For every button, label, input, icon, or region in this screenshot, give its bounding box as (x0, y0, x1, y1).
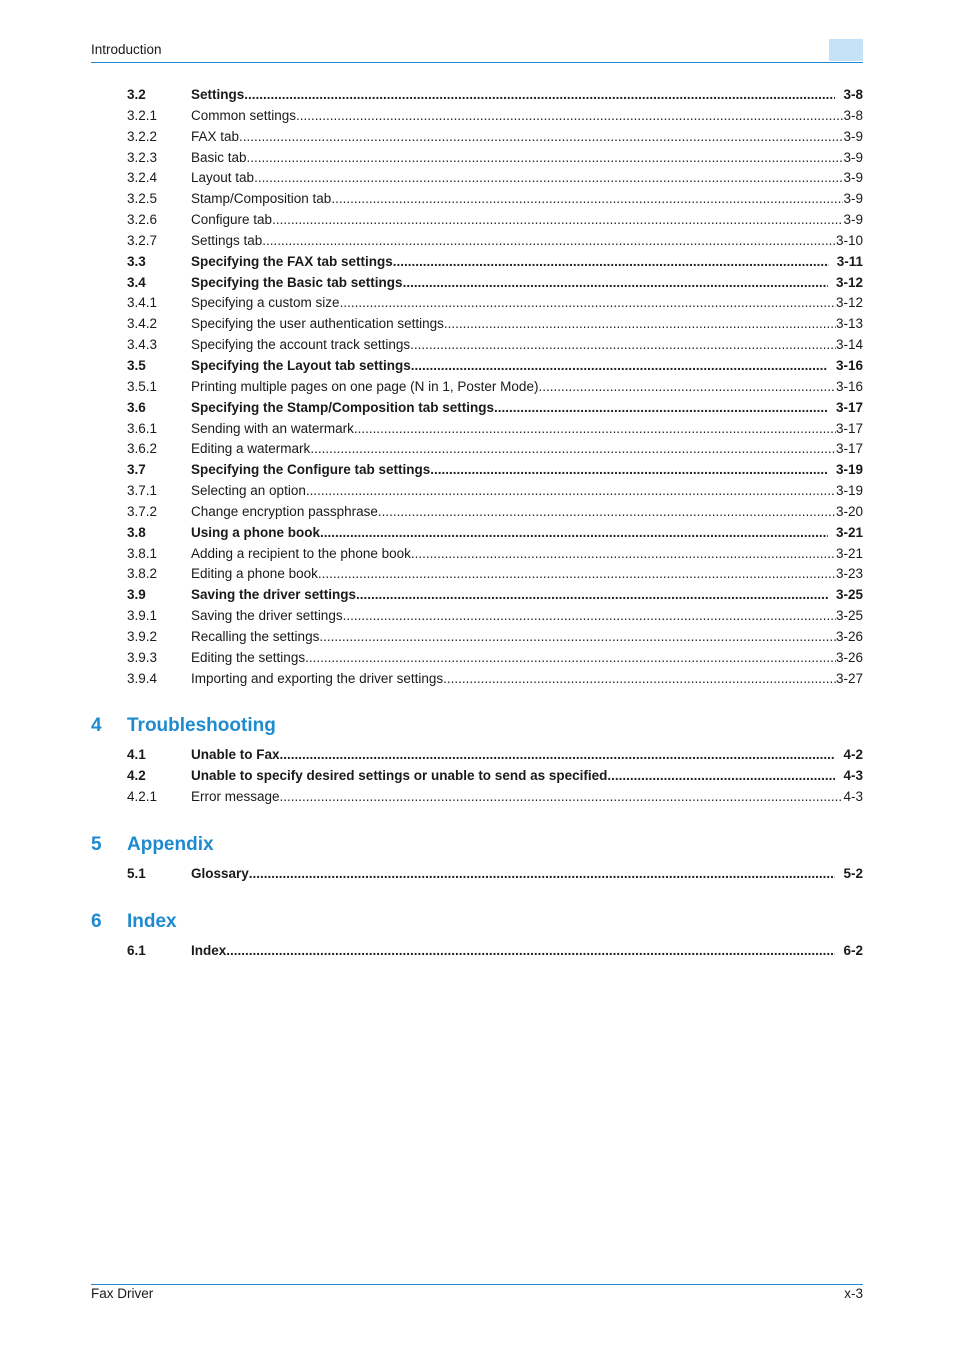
toc-dot-leader (393, 252, 829, 273)
toc-entry[interactable] (127, 85, 863, 106)
toc-entry-number: 4.2.1 (127, 788, 158, 804)
toc-dot-leader (378, 502, 836, 523)
toc-entry[interactable] (127, 252, 863, 273)
chapter-number: 5 (91, 834, 102, 855)
toc-dot-leader (319, 627, 836, 648)
toc-entry-number: 3.2.4 (127, 170, 158, 186)
toc-entry-title: Specifying a custom size (191, 295, 340, 311)
toc-dot-leader (444, 314, 836, 335)
toc-entry-number: 5.1 (127, 866, 146, 881)
toc-entry-number: 4.2 (127, 767, 146, 783)
toc-dot-leader (262, 231, 836, 252)
toc-entry[interactable] (127, 356, 863, 377)
toc-dot-leader (343, 606, 836, 627)
toc-entry-title: Sending with an watermark (191, 420, 354, 436)
toc-dot-leader (411, 356, 828, 377)
toc-entry[interactable] (127, 745, 863, 766)
toc-entry[interactable] (127, 189, 863, 210)
toc-entry-number: 3.8.1 (127, 545, 158, 561)
toc-dot-leader (430, 460, 828, 481)
header-rule (91, 62, 863, 63)
chapter-title: Appendix (127, 834, 214, 855)
toc-entry-title: Editing the settings (191, 649, 306, 665)
toc-chapter-4 (127, 745, 863, 808)
chapter-title: Index (127, 911, 177, 932)
toc-entry-number: 3.9.2 (127, 628, 158, 644)
chapter-number: 4 (91, 715, 102, 736)
toc-dot-leader (607, 766, 835, 787)
toc-dot-leader (320, 523, 828, 544)
toc-entry[interactable] (127, 273, 863, 294)
toc-entry-page: 3-25 (835, 587, 863, 603)
toc-entry-number: 3.2.1 (127, 107, 158, 123)
toc-dot-leader (306, 481, 836, 502)
toc-entry-page: 3-9 (843, 170, 863, 186)
toc-entry-number: 3.2.2 (127, 128, 158, 144)
toc-dot-leader (340, 293, 836, 314)
toc-entry-page: 3-20 (835, 503, 863, 519)
toc-entry[interactable] (127, 502, 863, 523)
chapter-heading-5 (91, 834, 214, 856)
toc-entry[interactable] (127, 210, 863, 231)
toc-dot-leader (494, 398, 828, 419)
toc-entry-page: 3-8 (843, 87, 863, 102)
toc-dot-leader (249, 864, 836, 885)
chapter-number: 6 (91, 911, 102, 932)
toc-entry-number: 3.8.2 (127, 566, 158, 582)
running-header-title: Introduction (91, 42, 162, 57)
toc-entry-page: 3-17 (835, 420, 863, 436)
toc-entry[interactable] (127, 787, 863, 808)
toc-entry-number: 3.4.1 (127, 295, 158, 311)
toc-entry-title: Basic tab (191, 149, 247, 165)
chapter-title: Troubleshooting (127, 715, 276, 736)
toc-chapter-6 (127, 941, 863, 962)
toc-entry-title: Specifying the user authentication settings (191, 316, 444, 332)
toc-entry-page: 3-9 (843, 149, 863, 165)
toc-entry-number: 3.4.2 (127, 316, 158, 332)
toc-entry[interactable] (127, 864, 863, 885)
toc-entry-number: 3.2.3 (127, 149, 158, 165)
toc-entry[interactable] (127, 127, 863, 148)
toc-entry-title: Saving the driver settings (191, 587, 357, 603)
toc-entry[interactable] (127, 293, 863, 314)
toc-entry-number: 3.7.1 (127, 483, 158, 499)
toc-entry-title: Glossary (191, 866, 249, 881)
toc-dot-leader (244, 85, 835, 106)
toc-dot-leader (247, 148, 844, 169)
toc-entry-number: 3.8 (127, 524, 146, 540)
toc-entry-page: 3-9 (843, 191, 863, 207)
toc-entry[interactable] (127, 460, 863, 481)
toc-entry-title: Specifying the account track settings (191, 337, 411, 353)
toc-entry-page: 3-9 (843, 212, 863, 228)
toc-entry-title: Editing a watermark (191, 441, 311, 457)
toc-entry[interactable] (127, 766, 863, 787)
toc-entry[interactable] (127, 106, 863, 127)
toc-entry-page: 3-23 (835, 566, 863, 582)
toc-entry[interactable] (127, 585, 863, 606)
footer-rule (91, 1284, 863, 1285)
toc-chapter-5 (127, 864, 863, 885)
toc-entry-page: 3-10 (835, 232, 863, 248)
toc-entry-title: Using a phone book (191, 524, 321, 540)
toc-entry[interactable] (127, 314, 863, 335)
toc-dot-leader (310, 439, 836, 460)
toc-entry[interactable] (127, 148, 863, 169)
toc-dot-leader (403, 273, 828, 294)
toc-entry-number: 3.4 (127, 274, 146, 290)
toc-entry-title: Recalling the settings (191, 628, 320, 644)
toc-entry[interactable] (127, 544, 863, 565)
toc-entry-page: 4-3 (843, 767, 863, 783)
toc-entry-title: Specifying the FAX tab settings (191, 253, 393, 269)
header-accent-box (829, 39, 863, 61)
toc-entry-title: Common settings (191, 107, 297, 123)
toc-entry-page: 3-25 (835, 608, 863, 624)
toc-dot-leader (443, 669, 836, 690)
toc-entry-title: Editing a phone book (191, 566, 318, 582)
chapter-heading-6 (91, 911, 177, 933)
toc-dot-leader (538, 377, 836, 398)
toc-dot-leader (254, 168, 843, 189)
toc-dot-leader (318, 564, 836, 585)
toc-entry-title: Specifying the Basic tab settings (191, 274, 403, 290)
toc-entry-page: 3-17 (835, 441, 863, 457)
toc-entry-page: 3-26 (835, 649, 863, 665)
toc-entry-page: 3-16 (835, 357, 863, 373)
toc-entry-page: 3-19 (835, 483, 863, 499)
toc-entry-number: 4.1 (127, 747, 146, 762)
toc-entry-page: 3-17 (835, 399, 863, 415)
toc-entry[interactable] (127, 168, 863, 189)
toc-entry-number: 3.5 (127, 357, 146, 373)
toc-entry-number: 3.9.4 (127, 670, 158, 686)
toc-entry-page: 3-9 (843, 128, 863, 144)
toc-dot-leader (272, 210, 843, 231)
toc-entry[interactable] (127, 627, 863, 648)
toc-entry-page: 3-16 (835, 378, 863, 394)
toc-entry-page: 3-13 (835, 316, 863, 332)
toc-entry[interactable] (127, 669, 863, 690)
toc-entry[interactable] (127, 523, 863, 544)
toc-entry[interactable] (127, 398, 863, 419)
toc-entry-title: Settings tab (191, 232, 263, 248)
toc-entry-number: 3.7 (127, 462, 146, 478)
toc-entry-number: 3.6 (127, 399, 146, 415)
toc-entry-page: 3-27 (835, 670, 863, 686)
toc-entry-title: Change encryption passphrase (191, 503, 378, 519)
toc-entry-title: Error message (191, 788, 280, 804)
toc-entry-page: 4-2 (843, 747, 863, 762)
toc-entry[interactable] (127, 941, 863, 962)
toc-entry[interactable] (127, 419, 863, 440)
toc-entry-number: 3.6.1 (127, 420, 158, 436)
toc-entry-title: Selecting an option (191, 483, 306, 499)
toc-dot-leader (280, 745, 836, 766)
toc-entry-page: 3-26 (835, 628, 863, 644)
toc-entry-page: 4-3 (843, 788, 863, 804)
toc-entry-title: Importing and exporting the driver settings (191, 670, 444, 686)
toc-entry[interactable] (127, 439, 863, 460)
toc-dot-leader (411, 544, 836, 565)
toc-dot-leader (296, 106, 843, 127)
toc-entry-number: 3.5.1 (127, 378, 158, 394)
toc-entry-title: Layout tab (191, 170, 255, 186)
toc-entry-title: Specifying the Layout tab settings (191, 357, 411, 373)
toc-entry-number: 3.9.3 (127, 649, 158, 665)
toc-entry-number: 3.3 (127, 253, 146, 269)
footer-document-title: Fax Driver (91, 1286, 154, 1301)
toc-entry-page: 3-21 (835, 524, 863, 540)
toc-entry-page: 3-14 (835, 337, 863, 353)
toc-dot-leader (280, 787, 844, 808)
toc-entry[interactable] (127, 648, 863, 669)
toc-entry-number: 3.9.1 (127, 608, 158, 624)
toc-entry-title: Unable to Fax (191, 747, 280, 762)
toc-entry[interactable] (127, 481, 863, 502)
toc-section-3 (127, 85, 863, 689)
toc-entry[interactable] (127, 564, 863, 585)
toc-entry-title: Specifying the Stamp/Composition tab settings (191, 399, 495, 415)
toc-entry-page: 3-11 (836, 253, 863, 269)
toc-entry-number: 6.1 (127, 943, 146, 958)
toc-dot-leader (226, 941, 835, 962)
toc-entry[interactable] (127, 377, 863, 398)
toc-entry[interactable] (127, 606, 863, 627)
toc-entry-title: Unable to specify desired settings or unable to send as specified (191, 767, 608, 783)
toc-entry-page: 5-2 (843, 866, 863, 881)
toc-entry-title: Adding a recipient to the phone book (191, 545, 411, 561)
toc-entry-number: 3.4.3 (127, 337, 158, 353)
toc-dot-leader (354, 419, 836, 440)
toc-entry-title: Saving the driver settings (191, 608, 343, 624)
toc-entry-page: 3-21 (835, 545, 863, 561)
toc-dot-leader (239, 127, 843, 148)
toc-entry-number: 3.9 (127, 587, 146, 603)
toc-entry-page: 3-12 (835, 295, 863, 311)
toc-dot-leader (410, 335, 836, 356)
chapter-heading-4 (91, 715, 276, 737)
toc-entry-title: Settings (191, 87, 245, 102)
toc-entry-page: 3-8 (843, 107, 863, 123)
toc-entry-number: 3.2.7 (127, 232, 158, 248)
toc-entry-title: FAX tab (191, 128, 240, 144)
toc-entry[interactable] (127, 335, 863, 356)
toc-entry-page: 3-19 (835, 462, 863, 478)
toc-dot-leader (356, 585, 828, 606)
toc-dot-leader (331, 189, 843, 210)
toc-entry[interactable] (127, 231, 863, 252)
toc-entry-title: Index (191, 943, 227, 958)
toc-entry-title: Configure tab (191, 212, 273, 228)
footer-page-number: x-3 (844, 1286, 863, 1301)
toc-entry-title: Printing multiple pages on one page (N in 1, Poster Mode) (191, 378, 539, 394)
toc-entry-page: 3-12 (835, 274, 863, 290)
toc-entry-title: Specifying the Configure tab settings (191, 462, 431, 478)
toc-entry-title: Stamp/Composition tab (191, 191, 332, 207)
toc-entry-number: 3.2 (127, 87, 146, 102)
toc-entry-number: 3.7.2 (127, 503, 158, 519)
toc-entry-number: 3.2.5 (127, 191, 158, 207)
toc-entry-number: 3.6.2 (127, 441, 158, 457)
toc-entry-page: 6-2 (843, 943, 863, 958)
toc-entry-number: 3.2.6 (127, 212, 158, 228)
toc-dot-leader (305, 648, 836, 669)
